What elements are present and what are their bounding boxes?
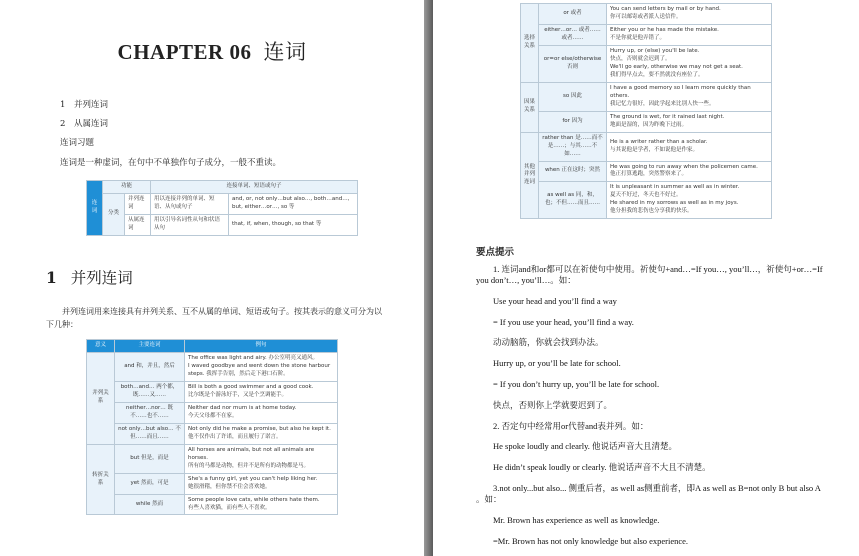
toc-item[interactable]: 1 并列连词 <box>60 100 109 110</box>
tip-line: He spoke loudly and clearly. 他说话声音大且清楚。 <box>493 441 678 452</box>
conj-cell: or=or else/otherwise 否则 <box>539 45 607 82</box>
conj-cell: and 和，并且，然后 <box>115 352 185 381</box>
example-cell: Some people love cats, while others hate them. 有些人喜欢猫，而有些人不喜欢。 <box>185 494 338 515</box>
conj-cell: neither…nor… 既不……也不…… <box>115 402 185 423</box>
example-cell: He was going to run away when the policemen came. 他正打算逃跑，突然警察来了。 <box>607 161 772 182</box>
conj-cell: as well as 同，和，也；不但……而且…… <box>539 182 607 219</box>
example-cell: He is a writer rather than a scholar. 与其说他是学者，不如说他是作家。 <box>607 132 772 161</box>
tips-title: 要点提示 <box>476 247 515 258</box>
conj-cell: for 因为 <box>539 111 607 132</box>
definition-text: 连词是一种虚词，在句中不单独作句子成分，一般不重读。 <box>60 158 282 168</box>
table-header-func: 功能 <box>103 181 151 194</box>
table-cell: that, if, when, though, so that 等 <box>229 214 358 235</box>
tip-line: Use your head and you’ll find a way <box>493 295 617 306</box>
example-cell: Not only did he make a promise, but also he kept it. 他不仅作出了许诺，而且履行了诺言。 <box>185 423 338 444</box>
tip-line: 快点，否则你上学就要迟到了。 <box>493 399 613 410</box>
chapter-title: CHAPTER 06 连词 <box>117 40 307 64</box>
table-side-label: 连词 <box>87 181 103 236</box>
tip-line: He didn’t speak loudly or clearly. 他说话声音不大且不清楚。 <box>493 462 711 473</box>
group-label: 因果关系 <box>521 82 539 132</box>
conj-cell: rather than 是……而不是……；与其……不如…… <box>539 132 607 161</box>
toc-item[interactable]: 2 从属连词 <box>60 119 109 129</box>
table-cell: 用以引导名词性从句和状语从句 <box>151 214 229 235</box>
example-cell: Bill is both a good swimmer and a good cook. 比尔既是个游泳好手，又是个烹调能手。 <box>185 381 338 402</box>
coordinating-conjunctions-table <box>86 339 338 515</box>
table-cell: 从属连词 <box>125 214 151 235</box>
group-label: 选择关系 <box>521 4 539 83</box>
example-cell: Neither dad nor mum is at home today. 今天父母都不在家。 <box>185 402 338 423</box>
conj-cell: both…and… 两个都，既……又…… <box>115 381 185 402</box>
example-cell: She's a funny girl, yet you can't help liking her. 她很滑稽，但你禁不住会喜欢她。 <box>185 473 338 494</box>
table-of-contents <box>60 96 108 153</box>
example-cell: All horses are animals, but not all animals are horses. 所有的马都是动物，但并不是所有的动物都是马。 <box>185 444 338 473</box>
function-table <box>86 180 358 236</box>
table-header-words: 连接单词、短语或句子 <box>151 181 358 194</box>
example-cell: Hurry up, or (else) you'll be late. 快点，否则就会迟到了。 We'll go early, otherwise we may not get a seat. 我们得早点去，要不然就没有座位了。 <box>607 45 772 82</box>
example-cell: You can send letters by mail or by hand. 你可以邮寄或者派人送信件。 <box>607 4 772 25</box>
conj-cell: when 正在这时；突然 <box>539 161 607 182</box>
tip-line: 2. 否定句中经常用or代替and表并列。如： <box>493 420 649 431</box>
tip-line: =Mr. Brown has not only knowledge but also experience. <box>493 535 689 546</box>
conj-cell: yet 然而，可是 <box>115 473 185 494</box>
example-cell: It is unpleasant in summer as well as in winter. 夏天不好过，冬天也不好过。 He shared in my sorrows as well as in my joys. 他分担我的悲伤也分享我的快乐。 <box>607 182 772 219</box>
conj-cell: not only…but also… 不但……而且…… <box>115 423 185 444</box>
table-header: 意义 <box>87 340 115 353</box>
conj-cell: so 因此 <box>539 82 607 111</box>
table-header: 主要连词 <box>115 340 185 353</box>
group-label: 其他并列连词 <box>521 132 539 219</box>
example-cell: Either you or he has made the mistake. 不是你就是他弄错了。 <box>607 24 772 45</box>
conj-cell: but 但是，而是 <box>115 444 185 473</box>
table-cat: 分类 <box>103 193 125 235</box>
tip-line: Hurry up, or you’ll be late for school. <box>493 358 621 369</box>
example-cell: I have a good memory so I learn more quickly than others. 我记忆力很好，因此学起来比别人快一些。 <box>607 82 772 111</box>
group-label: 并列关系 <box>87 352 115 444</box>
conj-cell: or 或者 <box>539 4 607 25</box>
tips-body <box>476 264 826 556</box>
conj-cell: either…or… 或者……或者…… <box>539 24 607 45</box>
group-label: 转折关系 <box>87 444 115 515</box>
table-cell: 用以连接并列的单词、短语、从句或句子 <box>151 193 229 214</box>
tip-line: 动动脑筋，你就会找到办法。 <box>493 337 604 348</box>
left-page <box>0 0 424 556</box>
tip-line: 1. 连词and和or都可以在祈使句中使用。祈使句+and…=If you…, you’ll…，祈使句+or…=If you don’t…, you’ll…。如： <box>476 264 823 285</box>
page-gutter <box>424 0 433 556</box>
tip-line: Mr. Brown has experience as well as knowledge. <box>493 514 660 525</box>
conj-cell: while 然而 <box>115 494 185 515</box>
section-paragraph: 并列连词用来连接具有并列关系、互不从属的单词、短语或句子。按其表示的意义可分为以下几种： <box>46 307 382 329</box>
table-cell: 并列连词 <box>125 193 151 214</box>
relation-conjunctions-table <box>520 3 772 219</box>
tip-line: = If you use your head, you’ll find a way. <box>493 316 634 327</box>
table-cell: and, or, not only…but also…, both…and…, but, either…or…, so 等 <box>229 193 358 214</box>
example-cell: The ground is wet, for it rained last night. 地面是湿的，因为昨晚下过雨。 <box>607 111 772 132</box>
tip-line: = If you don’t hurry up, you’ll be late for school. <box>493 378 660 389</box>
toc-exercise[interactable]: 连词习题 <box>60 138 95 148</box>
table-header: 例句 <box>185 340 338 353</box>
example-cell: The office was light and airy. 办公室明亮又通风。 I waved goodbye and went down the stone harbour steps. 我挥手告别，然后走下港口石阶。 <box>185 352 338 381</box>
section-title: 1 并列连词 <box>46 268 133 287</box>
tip-line: 3.not only...but also... 侧重后者，as well as侧重前者，即A as well as B=not only B but also A 。如： <box>476 482 821 504</box>
